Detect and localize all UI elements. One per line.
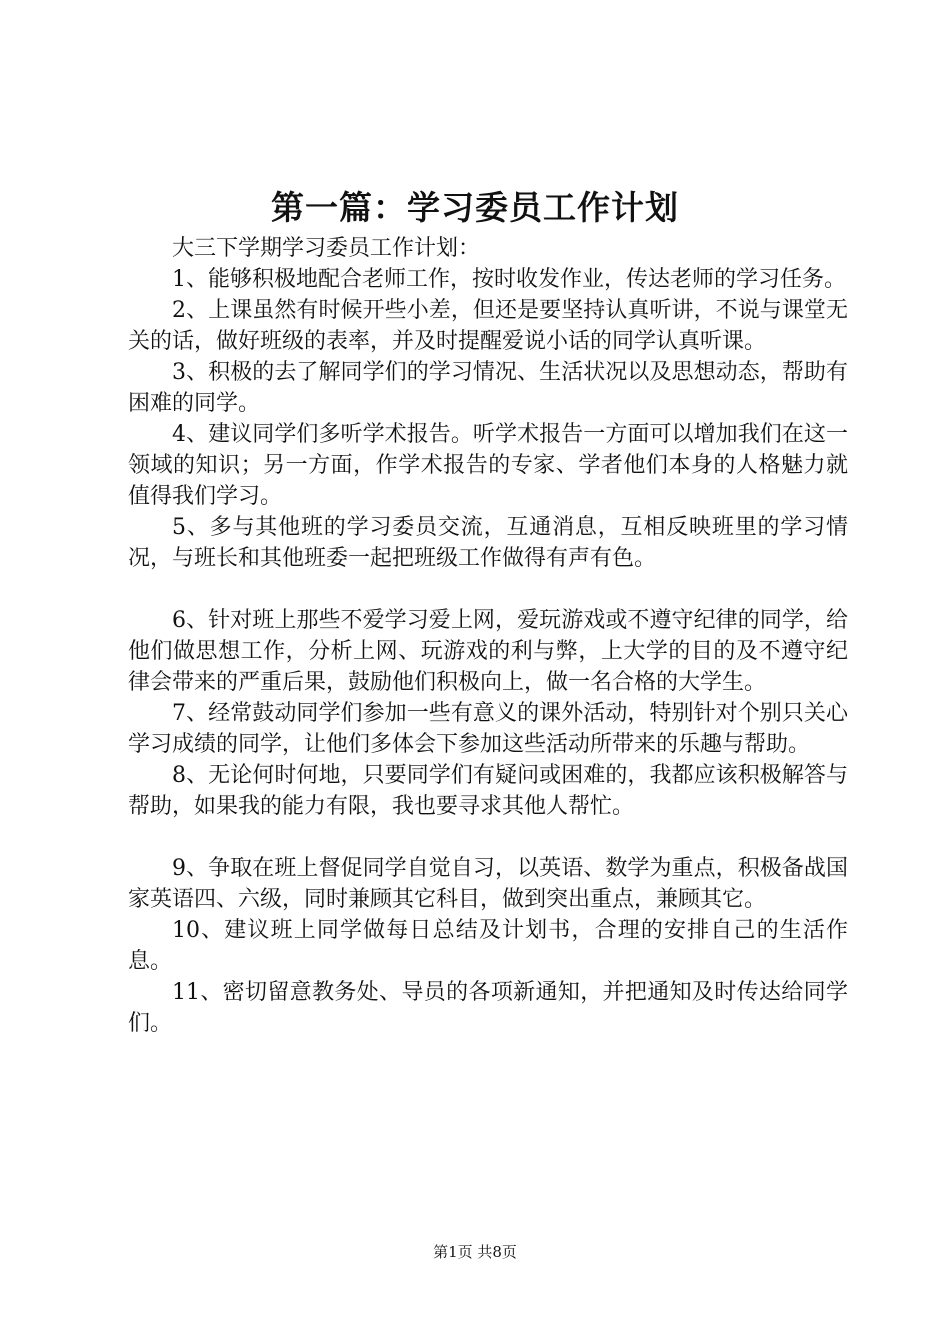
paragraph-3: 3、积极的去了解同学们的学习情况、生活状况以及思想动态，帮助有困难的同学。 — [128, 360, 848, 416]
paragraph-7: 7、经常鼓动同学们参加一些有意义的课外活动，特别针对个别只关心学习成绩的同学，让他们多体会下参加这些活动所带来的乐趣与帮助。 — [128, 701, 848, 757]
paragraph-11: 11、密切留意教务处、导员的各项新通知，并把通知及时传达给同学们。 — [128, 980, 848, 1036]
paragraph-2: 2、上课虽然有时候开些小差，但还是要坚持认真听讲，不说与课堂无关的话，做好班级的表率，并及时提醒爱说小话的同学认真听课。 — [128, 298, 848, 354]
page-footer: 第1页 共8页 — [433, 1243, 517, 1261]
paragraph-5: 5、多与其他班的学习委员交流，互通消息，互相反映班里的学习情况，与班长和其他班委一起把班级工作做得有声有色。 — [128, 515, 848, 571]
document-body — [128, 233, 848, 1039]
paragraph-6: 6、针对班上那些不爱学习爱上网，爱玩游戏或不遵守纪律的同学，给他们做思想工作，分析上网、玩游戏的利与弊，上大学的目的及不遵守纪律会带来的严重后果，鼓励他们积极向上，做一名合格的大学生。 — [128, 608, 848, 695]
intro-line: 大三下学期学习委员工作计划： — [172, 236, 481, 261]
paragraph-1: 1、能够积极地配合老师工作，按时收发作业，传达老师的学习任务。 — [172, 267, 846, 292]
paragraph-8: 8、无论何时何地，只要同学们有疑问或困难的，我都应该积极解答与帮助，如果我的能力有限，我也要寻求其他人帮忙。 — [128, 763, 848, 819]
paragraph-9: 9、争取在班上督促同学自觉自习，以英语、数学为重点，积极备战国家英语四、六级，同时兼顾其它科目，做到突出重点，兼顾其它。 — [128, 856, 848, 912]
paragraph-spacer — [128, 822, 848, 853]
paragraph-10: 10、建议班上同学做每日总结及计划书，合理的安排自己的生活作息。 — [128, 918, 848, 974]
page-title: 第一篇：学习委员工作计划 — [271, 188, 679, 227]
paragraph-4: 4、建议同学们多听学术报告。听学术报告一方面可以增加我们在这一领域的知识；另一方面，作学术报告的专家、学者他们本身的人格魅力就值得我们学习。 — [128, 422, 848, 509]
paragraph-spacer — [128, 574, 848, 605]
